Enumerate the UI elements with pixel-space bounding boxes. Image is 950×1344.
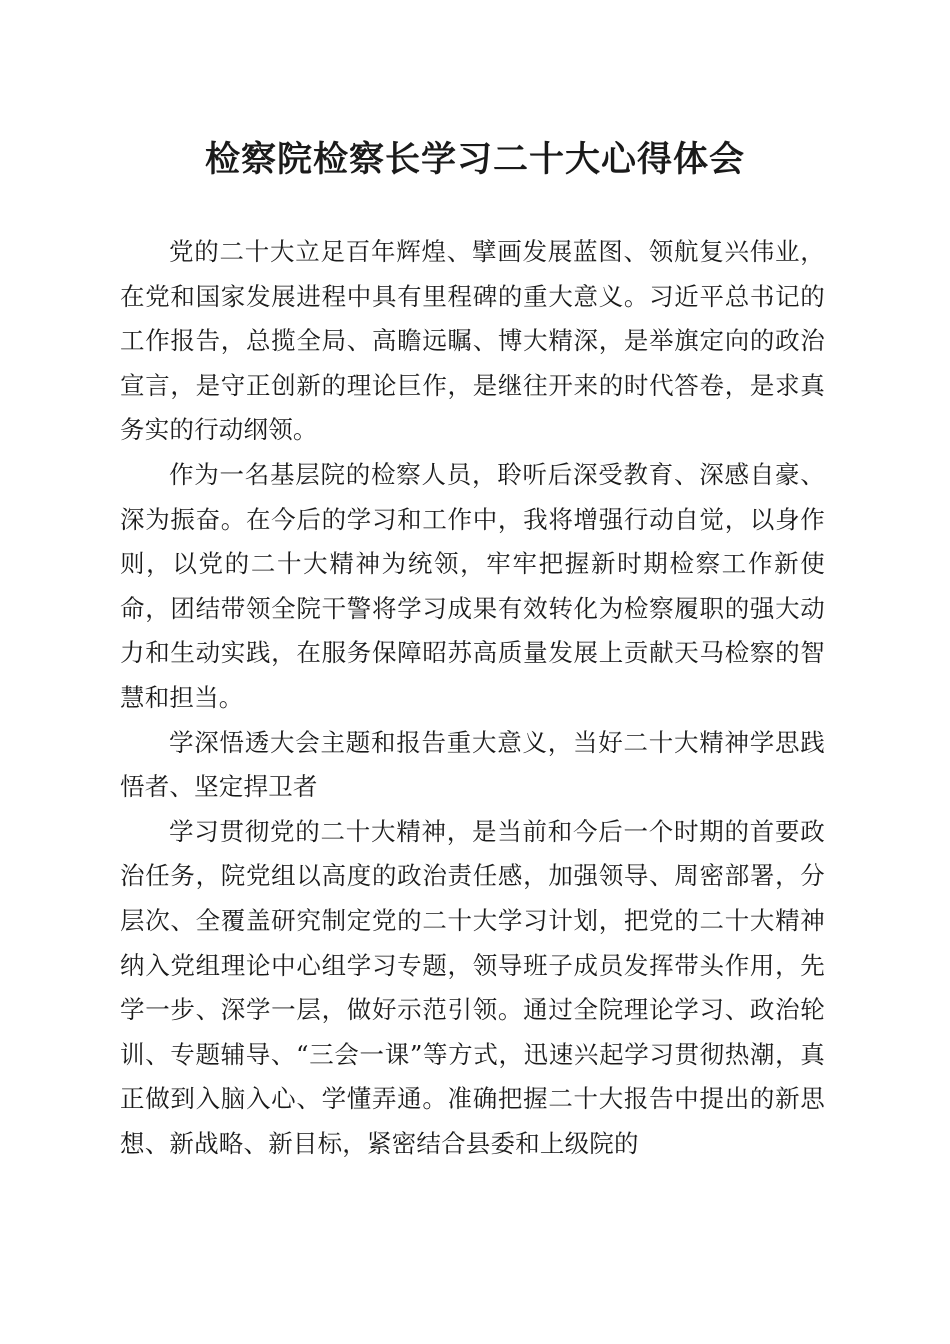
document-title: 检察院检察长学习二十大心得体会 <box>204 139 745 180</box>
paragraph: 党的二十大立足百年辉煌、擘画发展蓝图、领航复兴伟业，在党和国家发展进程中具有里程碑的重大意义。习近平总书记的工作报告，总揽全局、高瞻远瞩、博大精深，是举旗定向的政治宣言，是守正创新的理论巨作，是继往开来的时代答卷，是求真务实的行动纲领。 <box>120 237 825 445</box>
section-heading: 学深悟透大会主题和报告重大意义，当好二十大精神学思践悟者、坚定捍卫者 <box>120 727 825 802</box>
paragraph: 作为一名基层院的检察人员，聆听后深受教育、深感自豪、深为振奋。在今后的学习和工作中，我将增强行动自觉，以身作则，以党的二十大精神为统领，牢牢把握新时期检察工作新使命，团结带领全院干警将学习成果有效转化为检察履职的强大动力和生动实践，在服务保障昭苏高质量发展上贡献天马检察的智慧和担当。 <box>120 459 825 712</box>
document-body <box>120 230 825 1166</box>
paragraph: 学习贯彻党的二十大精神，是当前和今后一个时期的首要政治任务，院党组以高度的政治责任感，加强领导、周密部署，分层次、全覆盖研究制定党的二十大学习计划，把党的二十大精神纳入党组理论中心组学习专题，领导班子成员发挥带头作用，先学一步、深学一层，做好示范引领。通过全院理论学习、政治轮训、专题辅导、“三会一课”等方式，迅速兴起学习贯彻热潮，真正做到入脑入心、学懂弄通。准确把握二十大报告中提出的新思想、新战略、新目标，紧密结合县委和上级院的 <box>120 816 825 1158</box>
